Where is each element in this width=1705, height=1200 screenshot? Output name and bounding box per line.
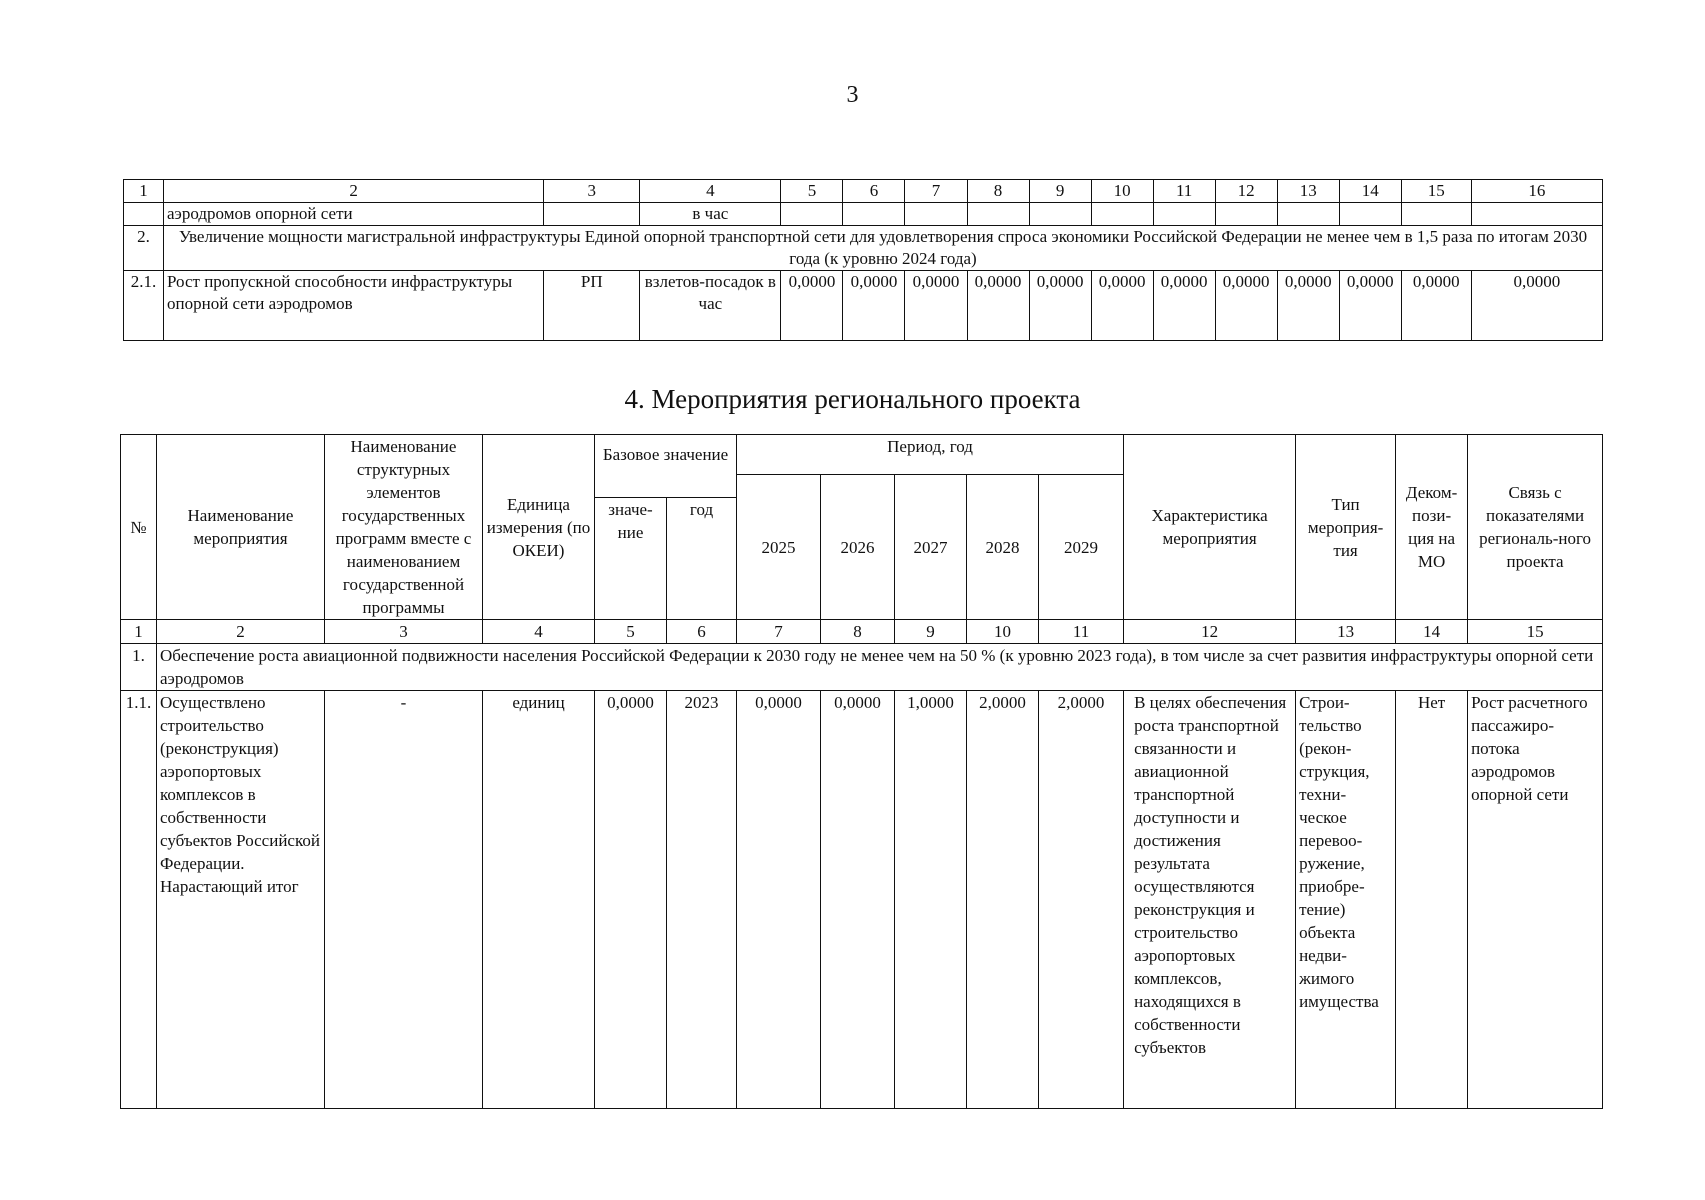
base-year: 2023 [667, 691, 737, 1109]
section-number: 2. [124, 226, 164, 271]
column-number: 7 [905, 180, 967, 203]
indicator-value: 0,0000 [1401, 271, 1471, 341]
column-number: 5 [595, 620, 667, 644]
column-number: 1 [124, 180, 164, 203]
column-number: 12 [1124, 620, 1296, 644]
header-type: Тип мероприя-тия [1296, 435, 1396, 620]
indicator-value: 0,0000 [1277, 271, 1339, 341]
indicator-value: 0,0000 [1471, 271, 1602, 341]
section-text: Увеличение мощности магистральной инфраструктуры Единой опорной транспортной сети для удовлетворения спроса экономики Российской Федерации не менее чем в 1,5 раза по итогам 2030 года (к уровню 2024 года) [164, 226, 1603, 271]
header-row [121, 435, 1603, 475]
indicator-name: аэродромов опорной сети [164, 203, 544, 226]
row-number: 2.1. [124, 271, 164, 341]
column-number-row [124, 180, 1603, 203]
column-number: 13 [1277, 180, 1339, 203]
indicators-table [123, 179, 1603, 341]
column-number: 8 [821, 620, 895, 644]
indicator-value: 0,0000 [1153, 271, 1215, 341]
indicator-value: 0,0000 [781, 271, 843, 341]
header-unit: Единица измерения (по ОКЕИ) [483, 435, 595, 620]
header-base-value: значе-ние [595, 498, 667, 620]
section-row [124, 226, 1603, 271]
header-period: Период, год [737, 435, 1124, 475]
measure-characteristic: В целях обеспечения роста транспортной связанности и авиационной транспортной доступности и достижения результата осуществляются реконструкция и строительство аэропортовых комплексов, находящихся в собственности субъектов [1124, 691, 1296, 1109]
measure-structural: - [325, 691, 483, 1109]
measure-row [121, 691, 1603, 1109]
column-number: 3 [544, 180, 640, 203]
indicator-value: 0,0000 [843, 271, 905, 341]
header-characteristic: Характеристика мероприятия [1124, 435, 1296, 620]
header-num: № [121, 435, 157, 620]
header-decomposition: Деком-пози-ция на МО [1396, 435, 1468, 620]
column-number: 8 [967, 180, 1029, 203]
column-number: 5 [781, 180, 843, 203]
measure-type: Строи-тельство (рекон-струкция, техни-ческое перевоо-ружение, приобре-тение) объекта недви-жимого имущества [1296, 691, 1396, 1109]
column-number: 4 [640, 180, 781, 203]
column-number: 6 [843, 180, 905, 203]
indicator-value: 0,0000 [967, 271, 1029, 341]
section-text: Обеспечение роста авиационной подвижности населения Российской Федерации к 2030 году не менее чем на 50 % (к уровню 2023 года), в том числе за счет развития инфраструктуры опорной сети аэродромов [157, 644, 1603, 691]
period-value: 1,0000 [895, 691, 967, 1109]
measure-decomposition: Нет [1396, 691, 1468, 1109]
header-link: Связь с показателями региональ-ного проекта [1468, 435, 1603, 620]
section-number: 1. [121, 644, 157, 691]
column-number: 9 [1029, 180, 1091, 203]
header-year: 2025 [737, 475, 821, 620]
indicator-unit: взлетов-посадок в час [640, 271, 781, 341]
indicator-value: 0,0000 [905, 271, 967, 341]
column-number: 12 [1215, 180, 1277, 203]
period-value: 0,0000 [821, 691, 895, 1109]
indicator-row [124, 271, 1603, 341]
period-value: 2,0000 [967, 691, 1039, 1109]
column-number: 14 [1339, 180, 1401, 203]
header-year: 2027 [895, 475, 967, 620]
column-number: 6 [667, 620, 737, 644]
indicator-value: 0,0000 [1091, 271, 1153, 341]
column-number-row [121, 620, 1603, 644]
header-year: 2026 [821, 475, 895, 620]
base-value: 0,0000 [595, 691, 667, 1109]
section-title: 4. Мероприятия регионального проекта [624, 384, 1081, 414]
column-number: 11 [1153, 180, 1215, 203]
page-number: 3 [846, 82, 859, 108]
row-number: 1.1. [121, 691, 157, 1109]
header-year: 2029 [1039, 475, 1124, 620]
column-number: 4 [483, 620, 595, 644]
indicator-name: Рост пропускной способности инфраструктуры опорной сети аэродромов [164, 271, 544, 341]
column-number: 7 [737, 620, 821, 644]
period-value: 0,0000 [737, 691, 821, 1109]
column-number: 2 [157, 620, 325, 644]
column-number: 13 [1296, 620, 1396, 644]
measure-link: Рост расчетного пассажиро-потока аэродромов опорной сети [1468, 691, 1603, 1109]
continued-row [124, 203, 1603, 226]
column-number: 9 [895, 620, 967, 644]
indicator-value: 0,0000 [1339, 271, 1401, 341]
section-row [121, 644, 1603, 691]
header-name: Наименование мероприятия [157, 435, 325, 620]
column-number: 10 [967, 620, 1039, 644]
header-structural: Наименование структурных элементов государственных программ вместе с наименованием государственной программы [325, 435, 483, 620]
indicator-value: 0,0000 [1215, 271, 1277, 341]
measures-table [120, 434, 1603, 1109]
period-value: 2,0000 [1039, 691, 1124, 1109]
header-year: 2028 [967, 475, 1039, 620]
column-number: 11 [1039, 620, 1124, 644]
column-number: 2 [164, 180, 544, 203]
column-number: 1 [121, 620, 157, 644]
header-base-year: год [667, 498, 737, 620]
column-number: 3 [325, 620, 483, 644]
column-number: 14 [1396, 620, 1468, 644]
measure-unit: единиц [483, 691, 595, 1109]
indicator-value: 0,0000 [1029, 271, 1091, 341]
indicator-level: РП [544, 271, 640, 341]
column-number: 16 [1471, 180, 1602, 203]
column-number: 15 [1401, 180, 1471, 203]
header-base: Базовое значение [595, 435, 737, 498]
measure-name: Осуществлено строительство (реконструкция) аэропортовых комплексов в собственности субъектов Российской Федерации. Нарастающий итог [157, 691, 325, 1109]
column-number: 10 [1091, 180, 1153, 203]
indicator-unit: в час [640, 203, 781, 226]
column-number: 15 [1468, 620, 1603, 644]
